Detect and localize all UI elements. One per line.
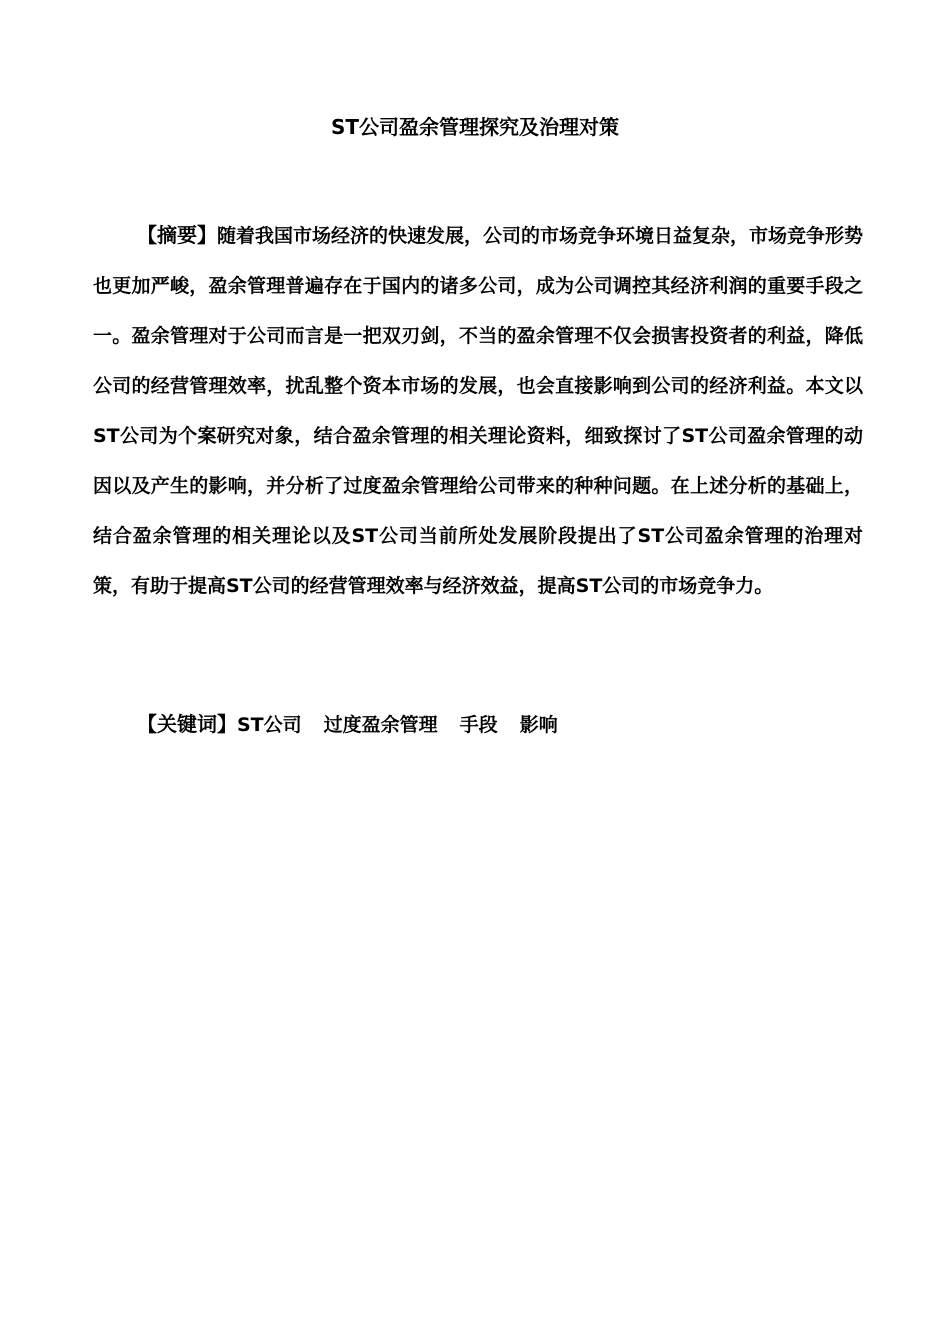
keyword-item: 影响	[519, 714, 558, 736]
keyword-item: ST公司	[237, 714, 302, 736]
keywords-label: 【关键词】	[137, 712, 237, 736]
abstract-paragraph	[93, 210, 863, 611]
abstract-text: 随着我国市场经济的快速发展，公司的市场竞争环境日益复杂，市场竞争形势也更加严峻，盈余管理普遍存在于国内的诸多公司，成为公司调控其经济利润的重要手段之一。盈余管理对于公司而言是一把双刃剑，不当的盈余管理不仅会损害投资者的利益，降低公司的经营管理效率，扰乱整个资本市场的发展，也会直接影响到公司的经济利益。本文以ST公司为个案研究对象，结合盈余管理的相关理论资料，细致探讨了ST公司盈余管理的动因以及产生的影响，并分析了过度盈余管理给公司带来的种种问题。在上述分析的基础上，结合盈余管理的相关理论以及ST公司当前所处发展阶段提出了ST公司盈余管理的治理对策，有助于提高ST公司的经营管理效率与经济效益，提高ST公司的市场竞争力。	[93, 225, 864, 597]
keyword-item: 手段	[459, 714, 498, 736]
abstract-label: 【摘要】	[137, 223, 217, 247]
keywords-list	[237, 714, 580, 736]
document-title: ST公司盈余管理探究及治理对策	[330, 115, 620, 139]
keyword-item: 过度盈余管理	[323, 714, 438, 736]
keywords-paragraph	[137, 706, 863, 743]
